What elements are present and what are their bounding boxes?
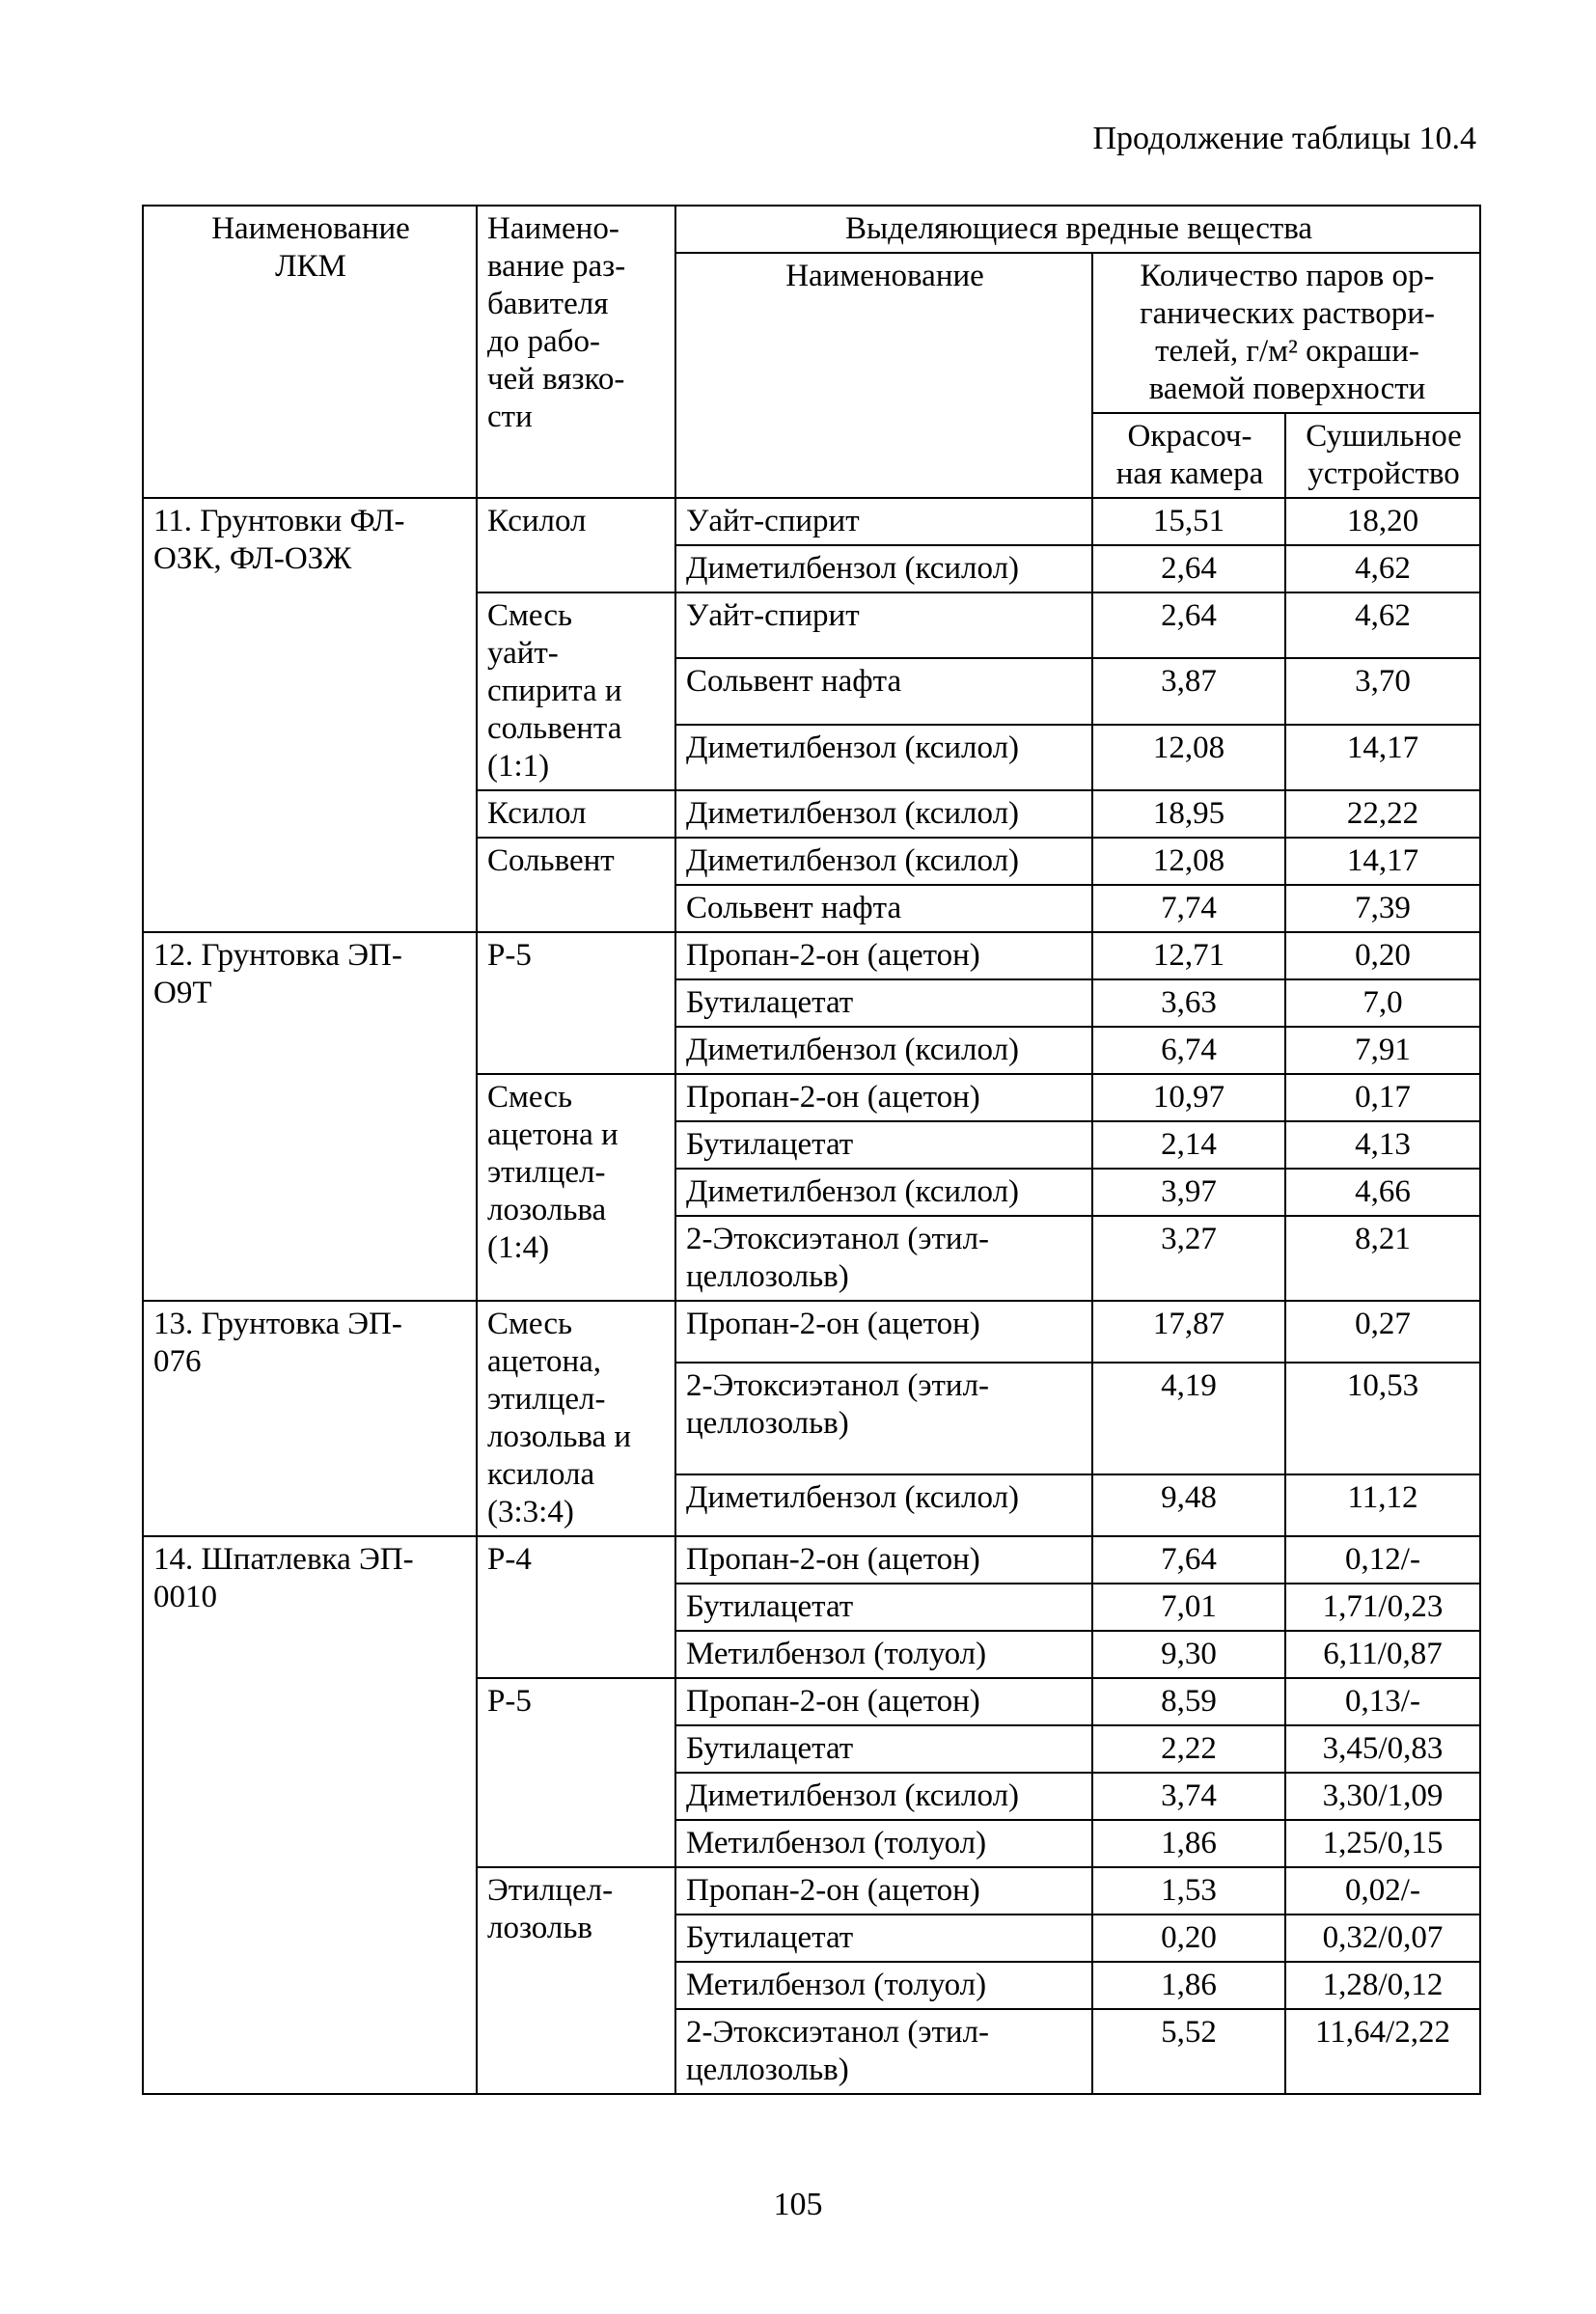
drying-device-value-cell: 1,71/0,23: [1285, 1584, 1480, 1631]
header-lkm-name: Наименование ЛКМ: [143, 206, 477, 498]
header-row-1: [143, 206, 1480, 253]
substance-name-cell: Пропан-2-он (ацетон): [675, 1678, 1092, 1725]
substance-name-cell: Пропан-2-он (ацетон): [675, 1536, 1092, 1584]
drying-device-value-cell: 18,20: [1285, 498, 1480, 545]
substance-name-cell: Диметилбензол (ксилол): [675, 725, 1092, 790]
thinner-name-cell: Ксилол: [477, 790, 675, 838]
drying-device-value-cell: 7,91: [1285, 1027, 1480, 1074]
paint-booth-value-cell: 15,51: [1092, 498, 1285, 545]
paint-booth-value-cell: 2,22: [1092, 1725, 1285, 1773]
table-continuation-caption: Продолжение таблицы 10.4: [1092, 121, 1476, 156]
paint-booth-value-cell: 12,08: [1092, 838, 1285, 885]
lkm-name-cell: 12. Грунтовка ЭП- О9Т: [143, 932, 477, 1301]
substance-name-cell: Диметилбензол (ксилол): [675, 1169, 1092, 1216]
paint-booth-value-cell: 5,52: [1092, 2009, 1285, 2094]
header-vapor-quantity: Количество паров ор- ганических раствори- телей, г/м² окраши- ваемой поверхности: [1092, 253, 1480, 413]
header-thinner-name: Наимено- вание раз- бавителя до рабо- чей вязко- сти: [477, 206, 675, 498]
substance-name-cell: Пропан-2-он (ацетон): [675, 932, 1092, 979]
substance-name-cell: Метилбензол (толуол): [675, 1820, 1092, 1867]
drying-device-value-cell: 0,17: [1285, 1074, 1480, 1121]
drying-device-value-cell: 14,17: [1285, 725, 1480, 790]
drying-device-value-cell: 0,02/-: [1285, 1867, 1480, 1915]
header-substance-name: Наименование: [675, 253, 1092, 498]
thinner-name-cell: Смесь уайт- спирита и сольвента (1:1): [477, 592, 675, 790]
substance-name-cell: Бутилацетат: [675, 1584, 1092, 1631]
drying-device-value-cell: 11,12: [1285, 1474, 1480, 1536]
paint-booth-value-cell: 3,97: [1092, 1169, 1285, 1216]
substance-name-cell: 2-Этоксиэтанол (этил- целлозольв): [675, 1363, 1092, 1474]
paint-booth-value-cell: 1,86: [1092, 1962, 1285, 2009]
drying-device-value-cell: 7,39: [1285, 885, 1480, 932]
thinner-name-cell: Смесь ацетона и этилцел- лозольва (1:4): [477, 1074, 675, 1301]
paint-booth-value-cell: 7,64: [1092, 1536, 1285, 1584]
table-row: [143, 498, 1480, 545]
paint-booth-value-cell: 2,64: [1092, 592, 1285, 658]
drying-device-value-cell: 6,11/0,87: [1285, 1631, 1480, 1678]
paint-booth-value-cell: 3,74: [1092, 1773, 1285, 1820]
substance-name-cell: 2-Этоксиэтанол (этил- целлозольв): [675, 1216, 1092, 1301]
substance-name-cell: Диметилбензол (ксилол): [675, 1773, 1092, 1820]
substance-name-cell: Уайт-спирит: [675, 592, 1092, 658]
thinner-name-cell: Ксилол: [477, 498, 675, 592]
paint-booth-value-cell: 12,71: [1092, 932, 1285, 979]
paint-booth-value-cell: 2,14: [1092, 1121, 1285, 1169]
thinner-name-cell: Р-5: [477, 932, 675, 1074]
drying-device-value-cell: 14,17: [1285, 838, 1480, 885]
drying-device-value-cell: 0,27: [1285, 1301, 1480, 1363]
paint-booth-value-cell: 12,08: [1092, 725, 1285, 790]
substance-name-cell: Диметилбензол (ксилол): [675, 545, 1092, 592]
drying-device-value-cell: 0,32/0,07: [1285, 1915, 1480, 1962]
substance-name-cell: Диметилбензол (ксилол): [675, 838, 1092, 885]
drying-device-value-cell: 7,0: [1285, 979, 1480, 1027]
drying-device-value-cell: 1,28/0,12: [1285, 1962, 1480, 2009]
lkm-name-cell: 11. Грунтовки ФЛ- ОЗК, ФЛ-ОЗЖ: [143, 498, 477, 932]
substance-name-cell: Бутилацетат: [675, 1915, 1092, 1962]
thinner-name-cell: Этилцел- лозольв: [477, 1867, 675, 2094]
paint-booth-value-cell: 8,59: [1092, 1678, 1285, 1725]
substance-name-cell: Диметилбензол (ксилол): [675, 1027, 1092, 1074]
paint-booth-value-cell: 1,53: [1092, 1867, 1285, 1915]
drying-device-value-cell: 1,25/0,15: [1285, 1820, 1480, 1867]
table-row: [143, 1536, 1480, 1584]
header-harmful-substances: Выделяющиеся вредные вещества: [675, 206, 1480, 253]
drying-device-value-cell: 4,62: [1285, 592, 1480, 658]
substance-name-cell: Бутилацетат: [675, 1121, 1092, 1169]
substance-name-cell: Пропан-2-он (ацетон): [675, 1301, 1092, 1363]
harmful-substances-table: [142, 205, 1481, 2095]
substance-name-cell: Сольвент нафта: [675, 885, 1092, 932]
page-number: 105: [773, 2187, 823, 2222]
lkm-name-cell: 14. Шпатлевка ЭП- 0010: [143, 1536, 477, 2094]
drying-device-value-cell: 11,64/2,22: [1285, 2009, 1480, 2094]
paint-booth-value-cell: 6,74: [1092, 1027, 1285, 1074]
paint-booth-value-cell: 10,97: [1092, 1074, 1285, 1121]
drying-device-value-cell: 10,53: [1285, 1363, 1480, 1474]
drying-device-value-cell: 22,22: [1285, 790, 1480, 838]
drying-device-value-cell: 8,21: [1285, 1216, 1480, 1301]
thinner-name-cell: Сольвент: [477, 838, 675, 932]
paint-booth-value-cell: 7,74: [1092, 885, 1285, 932]
drying-device-value-cell: 3,30/1,09: [1285, 1773, 1480, 1820]
substance-name-cell: Пропан-2-он (ацетон): [675, 1867, 1092, 1915]
substance-name-cell: Сольвент нафта: [675, 658, 1092, 724]
header-drying-device: Сушильное устройство: [1285, 413, 1480, 498]
substance-name-cell: Метилбензол (толуол): [675, 1631, 1092, 1678]
substance-name-cell: Диметилбензол (ксилол): [675, 790, 1092, 838]
paint-booth-value-cell: 9,48: [1092, 1474, 1285, 1536]
header-paint-booth: Окрасоч- ная камера: [1092, 413, 1285, 498]
drying-device-value-cell: 4,66: [1285, 1169, 1480, 1216]
table-row: [143, 932, 1480, 979]
substance-name-cell: Бутилацетат: [675, 1725, 1092, 1773]
substance-name-cell: Диметилбензол (ксилол): [675, 1474, 1092, 1536]
substance-name-cell: Бутилацетат: [675, 979, 1092, 1027]
drying-device-value-cell: 0,13/-: [1285, 1678, 1480, 1725]
paint-booth-value-cell: 2,64: [1092, 545, 1285, 592]
thinner-name-cell: Р-4: [477, 1536, 675, 1678]
table-body: [143, 498, 1480, 2094]
substance-name-cell: 2-Этоксиэтанол (этил- целлозольв): [675, 2009, 1092, 2094]
drying-device-value-cell: 3,45/0,83: [1285, 1725, 1480, 1773]
substance-name-cell: Пропан-2-он (ацетон): [675, 1074, 1092, 1121]
paint-booth-value-cell: 7,01: [1092, 1584, 1285, 1631]
paint-booth-value-cell: 18,95: [1092, 790, 1285, 838]
lkm-name-cell: 13. Грунтовка ЭП- 076: [143, 1301, 477, 1536]
drying-device-value-cell: 0,20: [1285, 932, 1480, 979]
paint-booth-value-cell: 4,19: [1092, 1363, 1285, 1474]
drying-device-value-cell: 0,12/-: [1285, 1536, 1480, 1584]
drying-device-value-cell: 3,70: [1285, 658, 1480, 724]
paint-booth-value-cell: 0,20: [1092, 1915, 1285, 1962]
thinner-name-cell: Р-5: [477, 1678, 675, 1867]
drying-device-value-cell: 4,62: [1285, 545, 1480, 592]
table-row: [143, 1301, 1480, 1363]
paint-booth-value-cell: 9,30: [1092, 1631, 1285, 1678]
paint-booth-value-cell: 3,27: [1092, 1216, 1285, 1301]
substance-name-cell: Метилбензол (толуол): [675, 1962, 1092, 2009]
drying-device-value-cell: 4,13: [1285, 1121, 1480, 1169]
substance-name-cell: Уайт-спирит: [675, 498, 1092, 545]
thinner-name-cell: Смесь ацетона, этилцел- лозольва и ксилола (3:3:4): [477, 1301, 675, 1536]
paint-booth-value-cell: 1,86: [1092, 1820, 1285, 1867]
paint-booth-value-cell: 3,87: [1092, 658, 1285, 724]
paint-booth-value-cell: 3,63: [1092, 979, 1285, 1027]
paint-booth-value-cell: 17,87: [1092, 1301, 1285, 1363]
